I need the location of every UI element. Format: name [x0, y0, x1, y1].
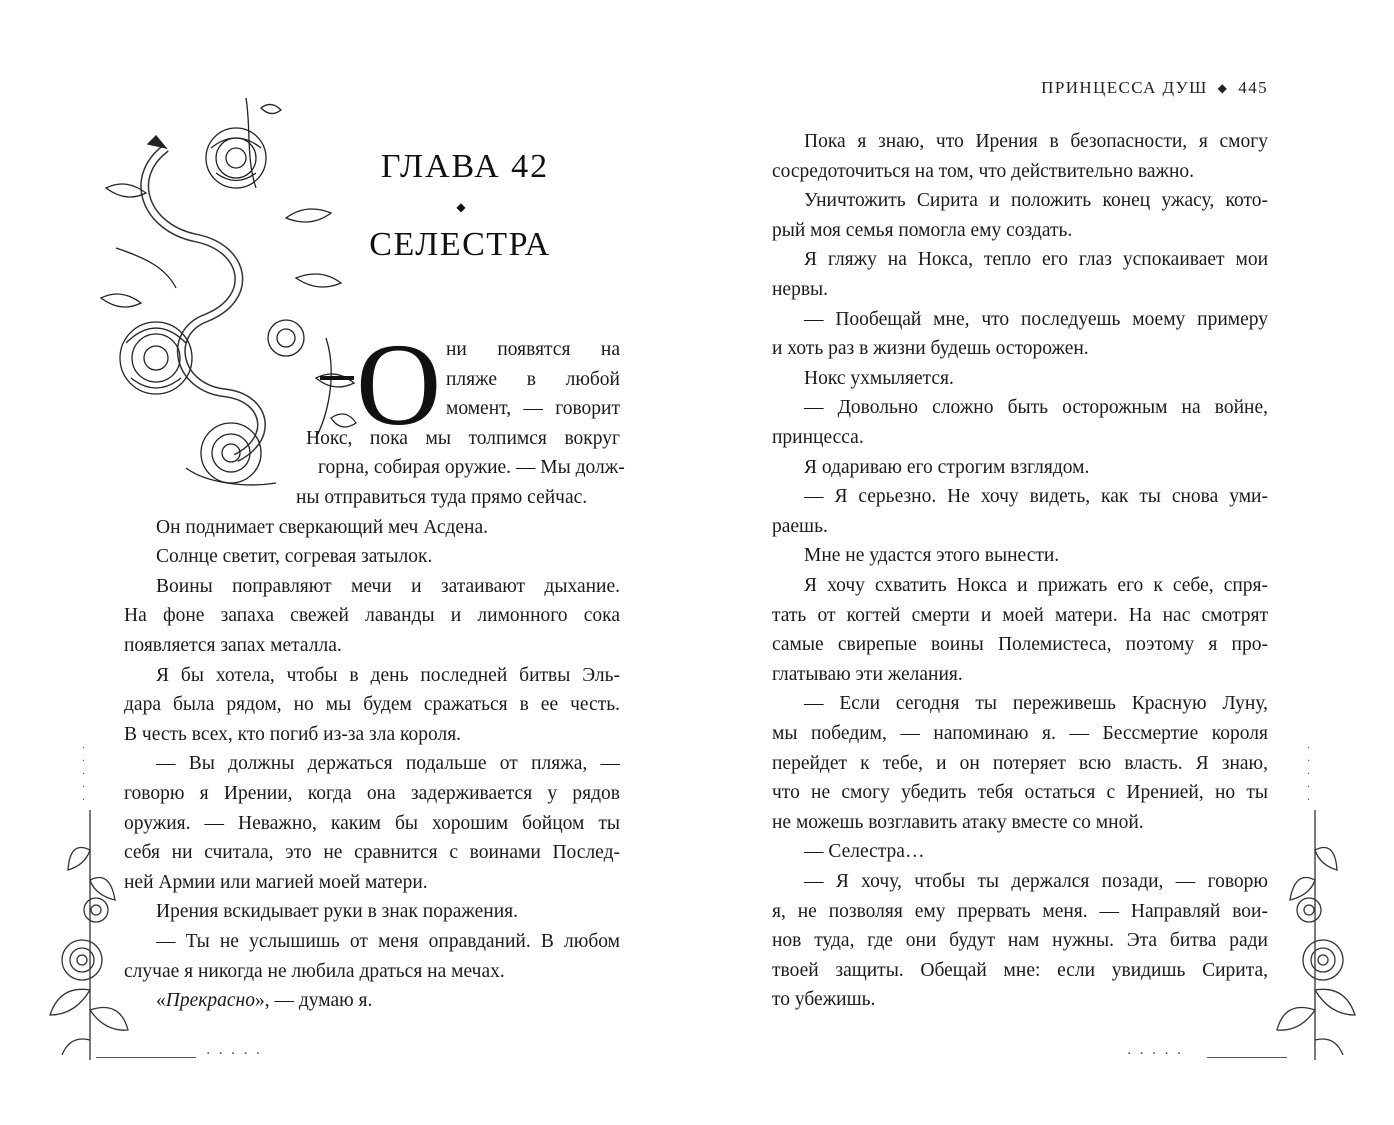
text-line: — Вы должны держаться подальше от пляжа, —: [156, 753, 620, 775]
text-line: случае я никогда не любила драться на мечах.: [124, 960, 505, 982]
text-line: — Я хочу, чтобы ты держался позади, — говорю: [804, 871, 1268, 892]
text-line: сосредоточиться на том, что действительно важно.: [772, 160, 1195, 182]
page-number: 445: [1238, 78, 1268, 97]
text-line: я, не позволяя ему прервать меня. — Направляй вои-: [772, 900, 1268, 922]
text-line: ни появятся на: [446, 339, 620, 360]
text-line: «Прекрасно», — думаю я.: [156, 990, 373, 1012]
rose-vine-ornament-left: [40, 810, 140, 1065]
running-head-diamond: ◆: [1217, 80, 1229, 95]
text-line: глатываю эти желания.: [772, 663, 963, 685]
text-line: Нокс ухмыляется.: [804, 367, 954, 389]
drop-cap: О: [356, 319, 442, 450]
dotted-vertical-ornament: · · · · ·: [1307, 743, 1311, 806]
text-line: — Селестра…: [804, 841, 925, 863]
text-line: Он поднимает сверкающий меч Асдена.: [156, 516, 489, 538]
text-line: Нокс, пока мы толпимся вокруг: [306, 427, 620, 449]
text-line: Я хочу схватить Нокса и прижать его к себе, спря-: [804, 575, 1268, 596]
dotted-horizontal-ornament: ·····: [1127, 1046, 1190, 1062]
running-head-title: ПРИНЦЕССА ДУШ: [1041, 78, 1208, 97]
right-page: [697, 0, 1394, 1125]
running-head: [1041, 78, 1268, 98]
text-line: твоей защиты. Обещай мне: если увидишь Сирита,: [772, 959, 1268, 981]
text-line: Я гляжу на Нокса, тепло его глаз успокаивает мои: [804, 249, 1268, 271]
footer-rule-left: [96, 1057, 196, 1058]
chapter-name: СЕЛЕСТРА: [369, 226, 551, 263]
text-line: — Ты не услышишь от меня оправданий. В любом: [156, 931, 620, 952]
text-line: Я одариваю его строгим взглядом.: [804, 456, 1090, 478]
text-line: говорю я Ирении, когда она задерживается у рядов: [124, 783, 620, 804]
text-line: — Пообещай мне, что последуешь моему примеру: [804, 308, 1268, 330]
text-line: принцесса.: [772, 427, 864, 448]
text-line: то убежишь.: [772, 989, 876, 1011]
text-line: тать от когтей смерти и моей матери. На нас смотрят: [772, 604, 1268, 626]
text-line: — Если сегодня ты переживешь Красную Луну,: [804, 693, 1268, 715]
text-line: Солнце светит, согревая затылок.: [156, 546, 433, 568]
text-line: ней Армии или магией моей матери.: [124, 871, 428, 893]
dotted-horizontal-ornament: ·····: [206, 1046, 269, 1062]
text-line: перейдет к тебе, и он потеряет всю власть. Я знаю,: [772, 752, 1268, 774]
text-line: самые свирепые воины Полемистеса, поэтому я про-: [772, 634, 1268, 656]
rose-vine-ornament-right: [1265, 810, 1365, 1065]
drop-cap-dash: [320, 376, 354, 380]
text-line: раешь.: [772, 515, 828, 537]
text-line: и хоть раз в жизни будешь осторожен.: [772, 338, 1089, 360]
chapter-number: ГЛАВА 42: [380, 148, 550, 185]
text-line: пляже в любой: [446, 368, 620, 390]
text-line: оружия. — Неважно, каким бы хорошим бойцом ты: [124, 812, 620, 834]
text-line: На фоне запаха свежей лаванды и лимонного сока: [124, 605, 620, 627]
text-line: Пока я знаю, что Ирения в безопасности, я смогу: [804, 131, 1268, 152]
text-line: Уничтожить Сирита и положить конец ужасу, кото-: [804, 190, 1268, 212]
text-line: В честь всех, кто погиб из-за зла короля.: [124, 723, 462, 745]
text-line: Воины поправляют мечи и затаивают дыхание.: [156, 575, 620, 597]
text-line: Я бы хотела, чтобы в день последней битвы Эль-: [156, 664, 620, 686]
text-line: мы победим, — напоминаю я. — Бессмертие короля: [772, 723, 1268, 744]
text-line: нервы.: [772, 279, 829, 300]
text-line: — Я серьезно. Не хочу видеть, как ты снова уми-: [804, 486, 1268, 508]
text-line: ны отправиться туда прямо сейчас.: [296, 487, 588, 508]
footer-rule-right: [1207, 1057, 1287, 1058]
text-line: — Довольно сложно быть осторожным на войне,: [804, 397, 1268, 419]
text-line: Ирения вскидывает руки в знак поражения.: [156, 901, 518, 923]
text-line: что не смогу убедить тебя остаться с Иренией, но ты: [772, 782, 1268, 804]
text-line: Мне не удастся этого вынести.: [804, 545, 1060, 567]
text-line: горна, собирая оружие. — Мы долж-: [318, 457, 625, 479]
text-line: рый моя семья помогла ему создать.: [772, 219, 1073, 241]
text-line: момент, — говорит: [446, 398, 620, 420]
chapter-separator-diamond: ◆: [456, 200, 466, 214]
dotted-vertical-ornament: · · · · ·: [82, 743, 86, 806]
text-line: себя ни считала, это не сравнится с воинами Послед-: [124, 842, 620, 864]
text-line: появляется запах металла.: [124, 635, 342, 656]
text-line: не можешь возглавить атаку вместе со мной.: [772, 811, 1144, 833]
text-line: дара была рядом, но мы будем сражаться в ее честь.: [124, 694, 620, 716]
text-line: нов туда, где они будут нам нужны. Эта битва ради: [772, 930, 1268, 952]
